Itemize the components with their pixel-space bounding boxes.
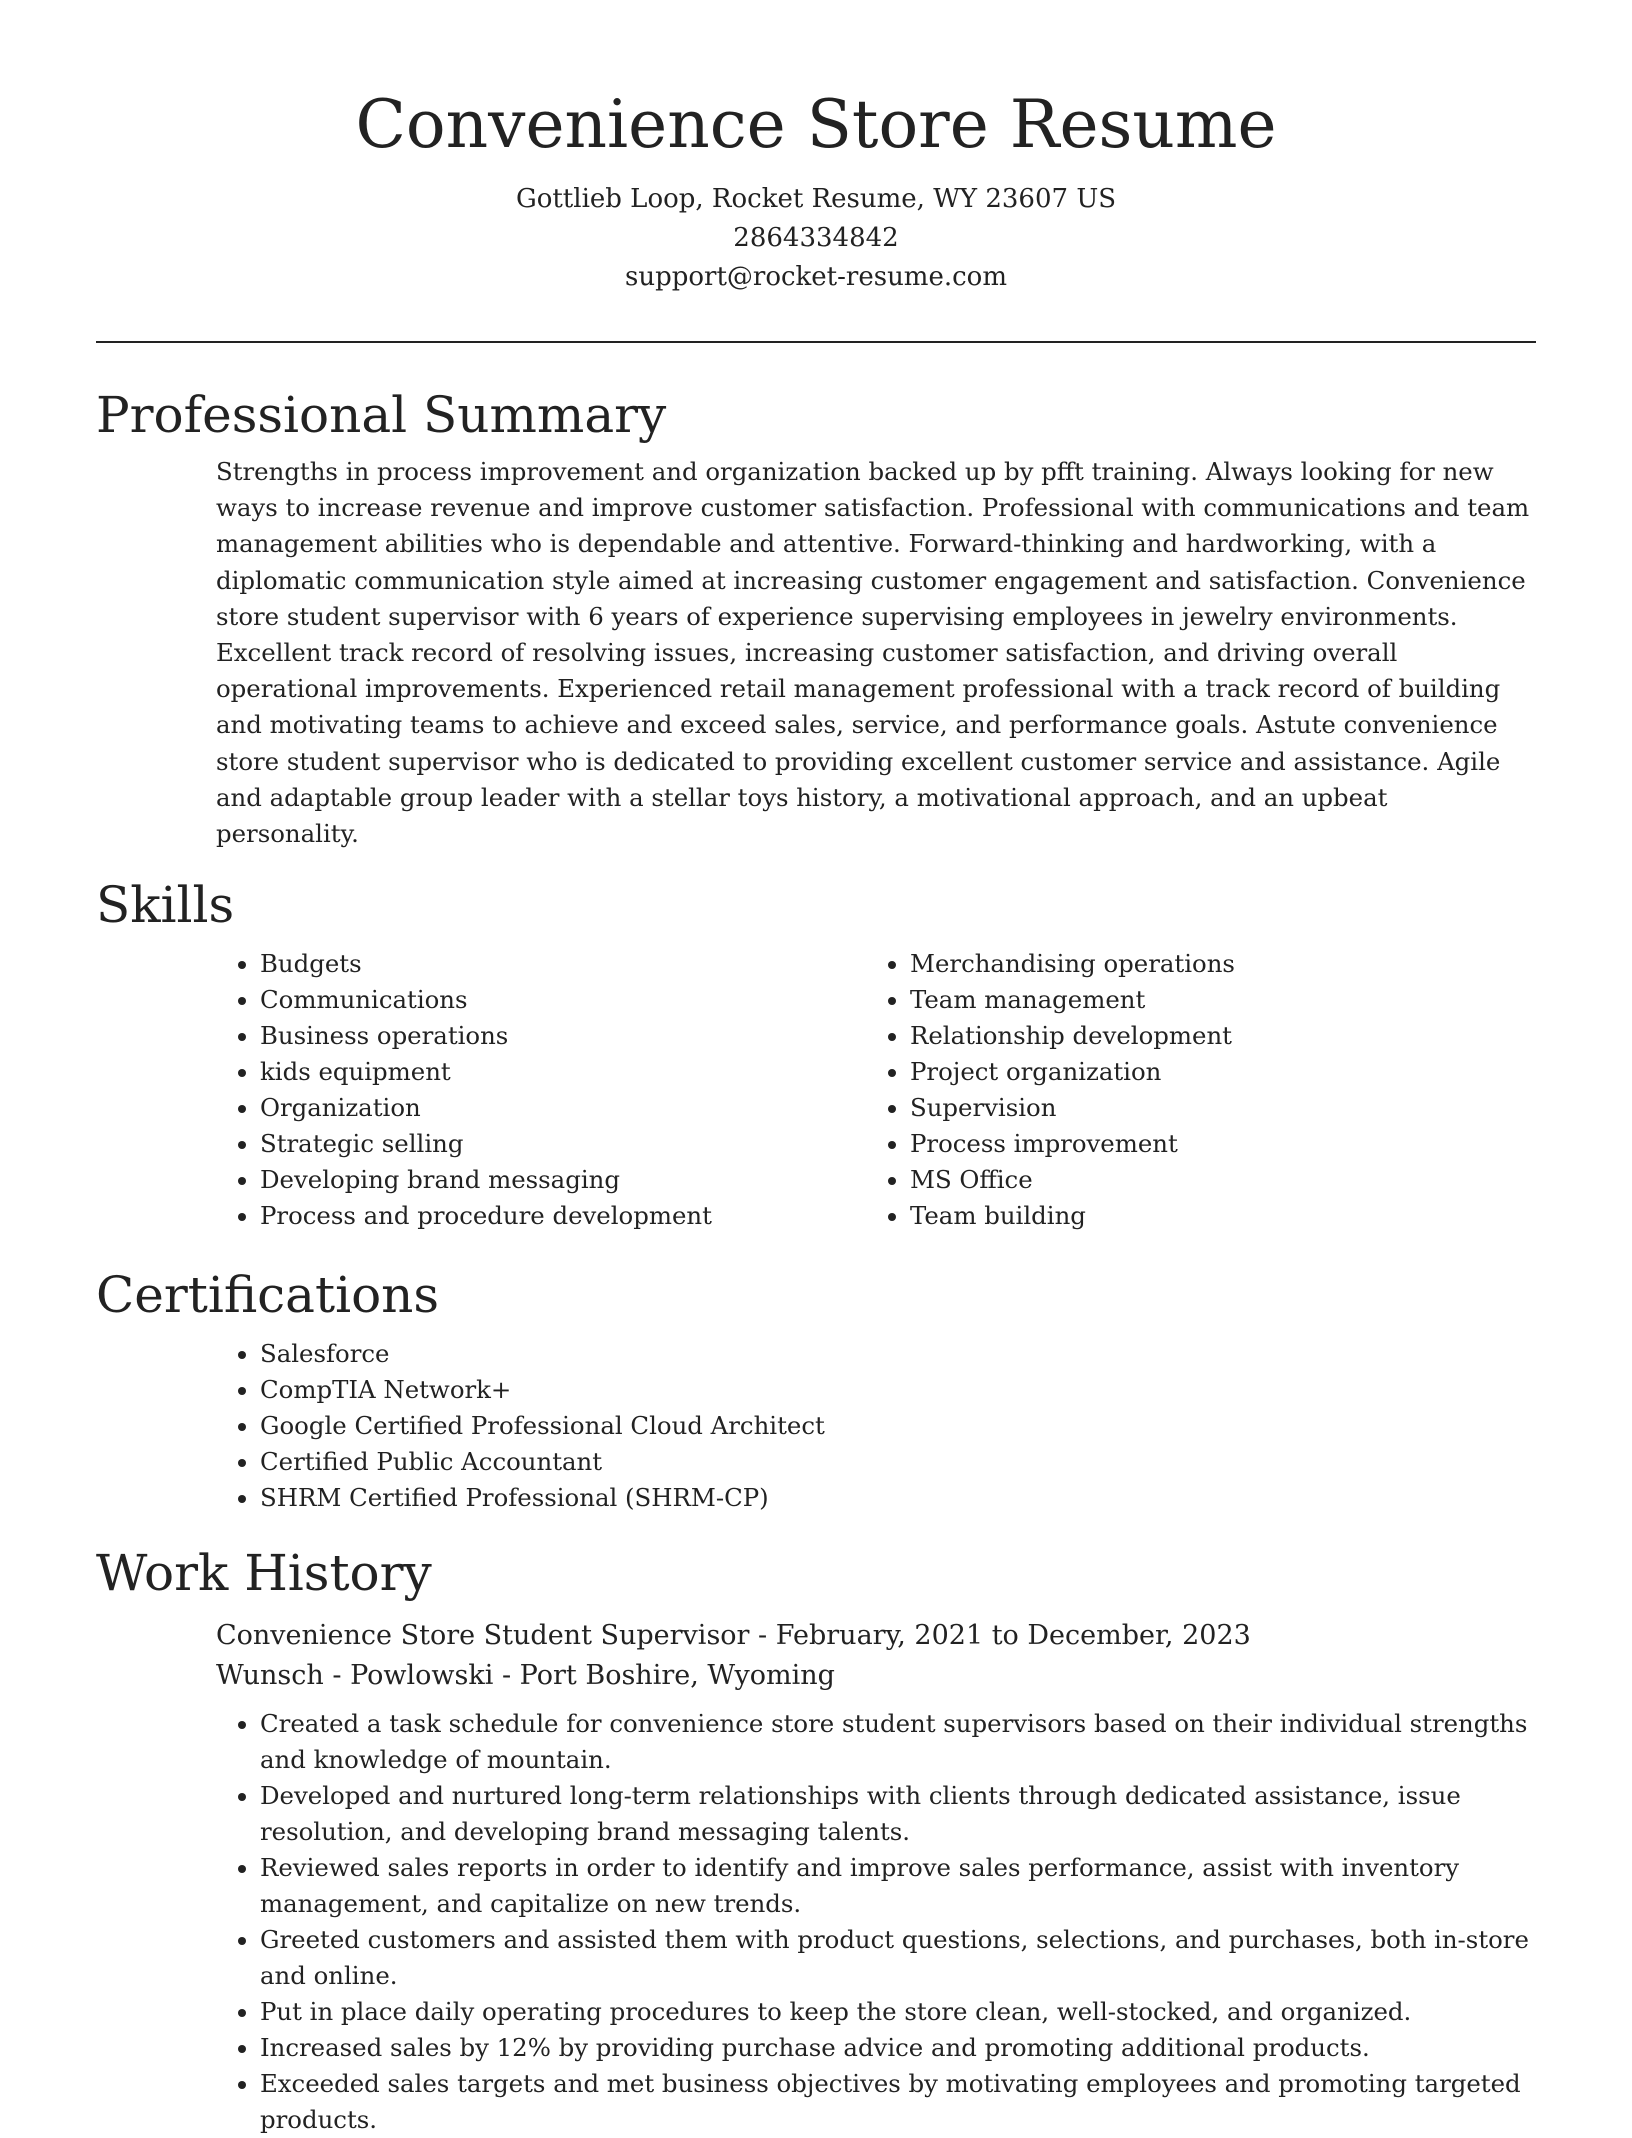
- skill-item: • Team management: [910, 982, 1516, 1018]
- skill-item: • Business operations: [260, 1018, 866, 1054]
- skills-list-right: [866, 946, 1516, 1234]
- summary-text: Strengths in process improvement and organization backed up by pfft training. Always looking for new ways to increase revenue and improve customer satisfaction. Professional with communications and team management abilities who is dependable and attentive. Forward-thinking and hardworking, with a diplomatic communication style aimed at increasing customer engagement and satisfaction. Convenience store student supervisor with 6 years of experience supervising employees in jewelry environments. Excellent track record of resolving issues, increasing customer satisfaction, and driving overall operational improvements. Experienced retail management professional with a track record of building and motivating teams to achieve and exceed sales, service, and performance goals. Astute convenience store student supervisor who is dedicated to providing excellent customer service and assistance. Agile and adaptable group leader with a stellar toys history, a motivational approach, and an upbeat personality.: [216, 457, 1530, 849]
- job-duties-list: [216, 1706, 1536, 2138]
- contact-email: support@rocket-resume.com: [624, 262, 1007, 292]
- job-duties: [216, 1706, 1536, 2138]
- certification-item: • CompTIA Network+: [260, 1372, 1536, 1408]
- header-divider: [96, 341, 1536, 343]
- job-entry: [96, 1616, 1536, 2138]
- skill-item: • Process and procedure development: [260, 1198, 866, 1234]
- job-duty-item: • Increased sales by 12% by providing purchase advice and promoting additional products.: [260, 2030, 1536, 2066]
- resume-body: [96, 380, 1536, 2138]
- skill-item: • Organization: [260, 1090, 866, 1126]
- certifications-heading: Certifications: [96, 1266, 440, 1325]
- certification-item: • Certified Public Accountant: [260, 1444, 1536, 1480]
- skill-item: • Merchandising operations: [910, 946, 1516, 982]
- job-dates: - February, 2021 to December, 2023: [749, 1620, 1251, 1652]
- certifications-list-wrap: [216, 1336, 1536, 1516]
- skill-item: • Developing brand messaging: [260, 1162, 866, 1198]
- job-company: Wunsch - Powlowski: [216, 1660, 494, 1692]
- contact-phone: 2864334842: [733, 223, 899, 253]
- contact-info: [0, 180, 1632, 297]
- skill-item: • kids equipment: [260, 1054, 866, 1090]
- skills-column-right: [866, 946, 1516, 1234]
- summary-section: [96, 380, 1536, 852]
- skill-item: • Process improvement: [910, 1126, 1516, 1162]
- resume-header: [0, 0, 1632, 297]
- job-company-line: [216, 1656, 1536, 1696]
- skills-section: [96, 870, 1536, 1234]
- summary-heading: Professional Summary: [96, 386, 667, 444]
- work-history-section: [96, 1538, 1536, 2138]
- certification-item: • Salesforce: [260, 1336, 1536, 1372]
- work-history-heading: Work History: [96, 1544, 432, 1603]
- skill-item: • MS Office: [910, 1162, 1516, 1198]
- skills-column-left: [216, 946, 866, 1234]
- job-duty-item: • Created a task schedule for convenience store student supervisors based on their individual strengths and knowledge of mountain.: [260, 1706, 1536, 1778]
- skill-item: • Communications: [260, 982, 866, 1018]
- certification-item: • Google Certified Professional Cloud Architect: [260, 1408, 1536, 1444]
- skill-item: • Budgets: [260, 946, 866, 982]
- job-duty-item: • Greeted customers and assisted them with product questions, selections, and purchases, both in-store and online.: [260, 1922, 1536, 1994]
- skill-item: • Supervision: [910, 1090, 1516, 1126]
- job-duty-item: • Put in place daily operating procedures to keep the store clean, well-stocked, and organized.: [260, 1994, 1536, 2030]
- resume-title: Convenience Store Resume: [355, 86, 1277, 163]
- skill-item: • Relationship development: [910, 1018, 1516, 1054]
- job-location: - Port Boshire, Wyoming: [493, 1660, 835, 1692]
- certification-item: • SHRM Certified Professional (SHRM-CP): [260, 1480, 1536, 1516]
- job-title-line: [216, 1616, 1536, 1656]
- skills-columns: [216, 946, 1536, 1234]
- contact-address: Gottlieb Loop, Rocket Resume, WY 23607 US: [515, 184, 1117, 214]
- job-title: Convenience Store Student Supervisor: [216, 1620, 750, 1652]
- certifications-section: [96, 1260, 1536, 1516]
- skill-item: • Team building: [910, 1198, 1516, 1234]
- job-duty-item: • Reviewed sales reports in order to identify and improve sales performance, assist with inventory management, and capitalize on new trends.: [260, 1850, 1536, 1922]
- skills-heading: Skills: [96, 876, 235, 935]
- skill-item: • Project organization: [910, 1054, 1516, 1090]
- skills-list-left: [216, 946, 866, 1234]
- skill-item: • Strategic selling: [260, 1126, 866, 1162]
- job-duty-item: • Exceeded sales targets and met business objectives by motivating employees and promoting targeted products.: [260, 2066, 1536, 2138]
- certifications-list: [216, 1336, 1536, 1516]
- job-duty-item: • Developed and nurtured long-term relationships with clients through dedicated assistance, issue resolution, and developing brand messaging talents.: [260, 1778, 1536, 1850]
